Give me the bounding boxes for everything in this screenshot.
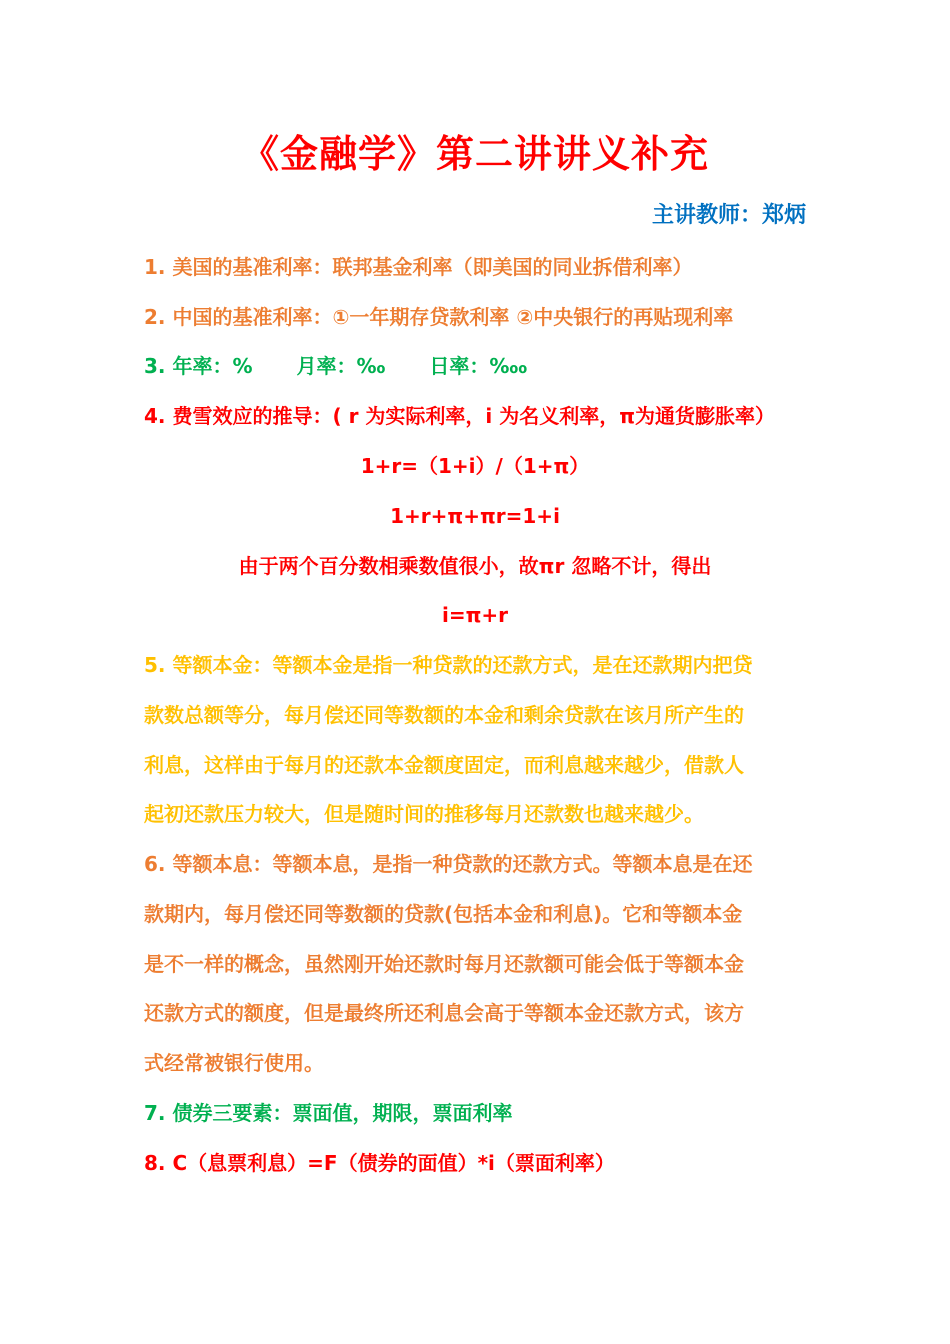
item-5-line-1: 5. 等额本金：等额本金是指一种贷款的还款方式，是在还款期内把贷: [144, 653, 753, 677]
item-5-line-3: 利息，这样由于每月的还款本金额度固定，而利息越来越少，借款人: [144, 753, 744, 777]
annual-rate: 3. 年率：%: [144, 354, 253, 378]
item-1-benchmark-rate-us: 1. 美国的基准利率：联邦基金利率（即美国的同业拆借利率）: [144, 255, 693, 279]
fisher-formula-3: i=π+r: [441, 603, 509, 627]
item-5-line-2: 款数总额等分，每月偿还同等数额的本金和剩余贷款在该月所产生的: [144, 703, 744, 727]
item-8-coupon-formula: 8. C（息票利息）=F（债券的面值）*i（票面利率）: [144, 1151, 615, 1175]
item-6-line-3: 是不一样的概念，虽然刚开始还款时每月还款额可能会低于等额本金: [144, 952, 744, 976]
item-6-line-2: 款期内，每月偿还同等数额的贷款(包括本金和利息)。它和等额本金: [144, 902, 743, 926]
document-title: 《金融学》第二讲讲义补充: [240, 132, 709, 176]
item-5-line-4: 起初还款压力较大，但是随时间的推移每月还款数也越来越少。: [144, 802, 704, 826]
daily-rate: 日率：‱: [429, 354, 528, 378]
item-7-bond-elements: 7. 债券三要素：票面值，期限，票面利率: [144, 1101, 513, 1125]
teacher-name: 主讲教师：郑炳: [651, 203, 806, 228]
monthly-rate: 月率：‰: [296, 354, 386, 378]
item-6-line-5: 式经常被银行使用。: [144, 1051, 324, 1075]
item-6-line-1: 6. 等额本息：等额本息，是指一种贷款的还款方式。等额本息是在还: [144, 852, 753, 876]
item-6-line-4: 还款方式的额度，但是最终所还利息会高于等额本金还款方式，该方: [144, 1001, 744, 1025]
item-2-benchmark-rate-china: 2. 中国的基准利率：①一年期存贷款利率 ②中央银行的再贴现利率: [144, 305, 734, 329]
item-3-rates: [144, 341, 814, 391]
item-4-fisher-heading: 4. 费雪效应的推导：( r 为实际利率，i 为名义利率，π为通货膨胀率）: [144, 404, 776, 428]
fisher-formula-1: 1+r=（1+i）/（1+π）: [360, 454, 590, 478]
fisher-note: 由于两个百分数相乘数值很小，故πr 忽略不计，得出: [238, 554, 712, 578]
fisher-formula-2: 1+r+π+πr=1+i: [390, 504, 560, 528]
